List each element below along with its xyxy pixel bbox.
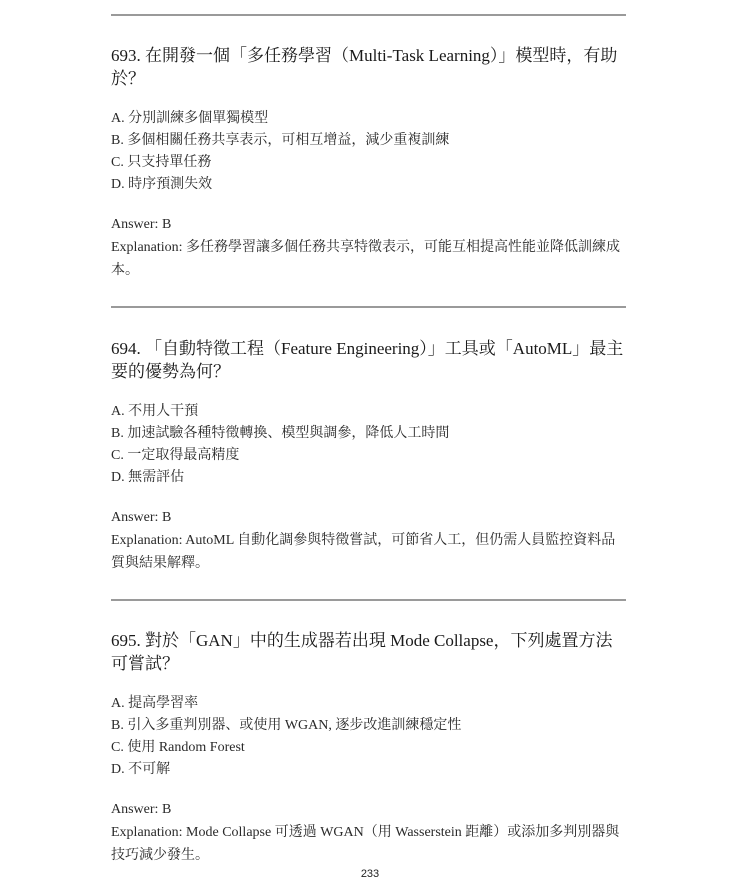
answer-line	[111, 799, 626, 821]
option-d: D. 不可解	[111, 762, 171, 777]
section-divider	[111, 14, 626, 16]
answer-label: Answer:	[111, 217, 162, 232]
page-number: 233	[360, 868, 380, 880]
options-list	[111, 108, 626, 196]
explanation	[111, 236, 626, 282]
option-c: C. 只支持單任務	[111, 155, 212, 170]
explanation-text: 多任務學習讓多個任務共享特徵表示，可能互相提高性能並降低訓練成本。	[111, 240, 621, 278]
answer-label: Answer:	[111, 802, 162, 817]
explanation-text: Mode Collapse 可透過 WGAN（用 Wasserstein 距離）或添加多判別器與技巧減少發生。	[111, 825, 620, 863]
explanation-text: AutoML 自動化調參與特徵嘗試，可節省人工，但仍需人員監控資料品質與結果解釋。	[111, 533, 616, 571]
option-b: B. 引入多重判別器、或使用 WGAN, 逐步改進訓練穩定性	[111, 718, 462, 733]
explanation-label: Explanation:	[111, 533, 186, 548]
answer-value: B	[161, 217, 172, 232]
option-b: B. 多個相關任務共享表示，可相互增益，減少重複訓練	[111, 133, 450, 148]
question-text: 693. 在開發一個「多任務學習（Multi-Task Learning）」模型時，有助於？	[111, 46, 618, 88]
option-a: A. 分別訓練多個單獨模型	[111, 111, 269, 126]
section-divider	[111, 306, 626, 308]
option-a: A. 提高學習率	[111, 696, 199, 711]
option-c: C. 一定取得最高精度	[111, 448, 240, 463]
answer-line	[111, 214, 626, 236]
question-text: 694. 「自動特徵工程（Feature Engineering）」工具或「AutoML」最主要的優勢為何？	[111, 339, 624, 381]
options-list	[111, 401, 626, 489]
explanation	[111, 529, 626, 575]
question-text: 695. 對於「GAN」中的生成器若出現 Mode Collapse，下列處置方法可嘗試？	[111, 631, 613, 673]
explanation	[111, 821, 626, 867]
options-list	[111, 693, 626, 781]
explanation-label: Explanation:	[111, 240, 187, 255]
question-block-694	[111, 337, 626, 575]
option-c: C. 使用 Random Forest	[111, 740, 245, 755]
answer-label: Answer:	[111, 510, 162, 525]
question-block-695	[111, 629, 626, 867]
option-b: B. 加速試驗各種特徵轉換、模型與調參，降低人工時間	[111, 426, 450, 441]
explanation-label: Explanation:	[111, 825, 187, 840]
option-d: D. 無需評估	[111, 470, 185, 485]
answer-value: B	[161, 802, 172, 817]
answer-value: B	[161, 510, 172, 525]
option-a: A. 不用人干預	[111, 404, 199, 419]
option-d: D. 時序預測失效	[111, 177, 213, 192]
answer-line	[111, 507, 626, 529]
section-divider	[111, 599, 626, 601]
question-block-693	[111, 44, 626, 282]
